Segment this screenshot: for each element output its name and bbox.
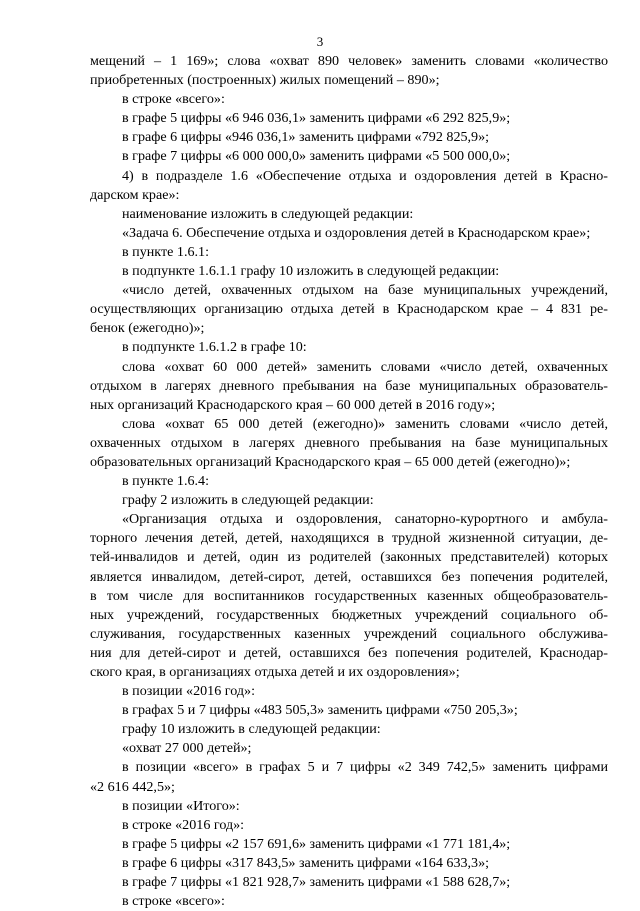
text-line: слова «охват 65 000 детей (ежегодно)» заменить словами «число детей, [122,415,608,432]
text-line: отдыхом в лагерях дневного пребывания на базе муниципальных образователь- [90,377,608,394]
page-number: 3 [316,34,324,49]
text-line: «число детей, охваченных отдыхом на базе муниципальных учреждений, [122,282,608,299]
text-line: «Организация отдыха и оздоровления, санаторно-курортного и амбула- [122,511,608,528]
text-line: в графах 5 и 7 цифры «483 505,3» заменить цифрами «750 205,3»; [122,702,518,719]
text-line: в том числе для воспитанников государственных казенных общеобразователь- [90,587,608,604]
text-line: в строке «всего»: [122,893,225,910]
text-line: в подпункте 1.6.1.2 в графе 10: [122,339,307,356]
text-line: слова «охват 60 000 детей» заменить словами «число детей, охваченных [122,358,608,375]
text-line: в графе 7 цифры «6 000 000,0» заменить цифрами «5 500 000,0»; [122,148,511,165]
text-line: графу 10 изложить в следующей редакции: [122,721,381,738]
text-line: графу 2 изложить в следующей редакции: [122,492,374,509]
text-line: ных организаций Краснодарского края – 60 000 детей в 2016 году»; [90,396,496,413]
text-line: в строке «2016 год»: [122,816,245,833]
text-line: в графе 5 цифры «6 946 036,1» заменить цифрами «6 292 825,9»; [122,110,511,127]
text-line: ных учреждений, государственных бюджетных учреждений социального об- [90,606,608,623]
text-line: мещений – 1 169»; слова «охват 890 человек» заменить словами «количество [90,53,608,69]
text-line: торного лечения детей, детей, находящихся в трудной жизненной ситуации, де- [90,530,608,547]
text-line: «Задача 6. Обеспечение отдыха и оздоровления детей в Краснодарском крае»; [122,224,591,241]
text-line: в графе 5 цифры «2 157 691,6» заменить цифрами «1 771 181,4»; [122,835,511,852]
text-line: в пункте 1.6.4: [122,473,210,490]
text-line: осуществляющих организацию отдыха детей в Краснодарском крае – 4 831 ре- [90,301,608,318]
text-line: охваченных отдыхом в лагерях дневного пребывания на базе муниципальных [90,434,608,451]
text-line: в графе 6 цифры «317 843,5» заменить цифрами «164 633,3»; [122,854,490,871]
text-line: ния для детей-сирот и детей, оставшихся без попечения родителей, Краснодар- [90,644,608,661]
text-line: в графе 6 цифры «946 036,1» заменить цифрами «792 825,9»; [122,129,490,146]
text-line: наименование изложить в следующей редакции: [122,205,414,222]
text-line: в позиции «всего» в графах 5 и 7 цифры «2 349 742,5» заменить цифрами [122,759,608,776]
text-line: в графе 7 цифры «1 821 928,7» заменить цифрами «1 588 628,7»; [122,874,511,891]
text-line: является инвалидом, детей-сирот, детей, оставшихся без попечения родителей, [90,568,608,585]
text-line: в позиции «2016 год»: [122,683,255,700]
document-body [90,52,608,911]
text-line: бенок (ежегодно)»; [90,320,205,337]
text-line: в позиции «Итого»: [122,797,240,814]
text-line: служивания, государственных казенных учреждений социального обслужива- [90,625,608,642]
text-line: в подпункте 1.6.1.1 графу 10 изложить в следующей редакции: [122,263,500,280]
text-line: в пункте 1.6.1: [122,243,210,260]
text-line: тей-инвалидов и детей, один из родителей (законных представителей) которых [90,549,608,566]
text-line: «охват 27 000 детей»; [122,740,252,757]
text-line: образовательных организаций Краснодарского края – 65 000 детей (ежегодно)»; [90,453,571,470]
text-line: 4) в подразделе 1.6 «Обеспечение отдыха и оздоровления детей в Красно- [122,167,608,184]
text-line: ского края, в организациях отдыха детей и их оздоровления»; [90,664,460,680]
text-line: дарском крае»: [90,186,180,203]
text-line: в строке «всего»: [122,91,225,108]
text-line: «2 616 442,5»; [90,778,175,795]
text-line: приобретенных (построенных) жилых помещений – 890»; [90,72,440,89]
